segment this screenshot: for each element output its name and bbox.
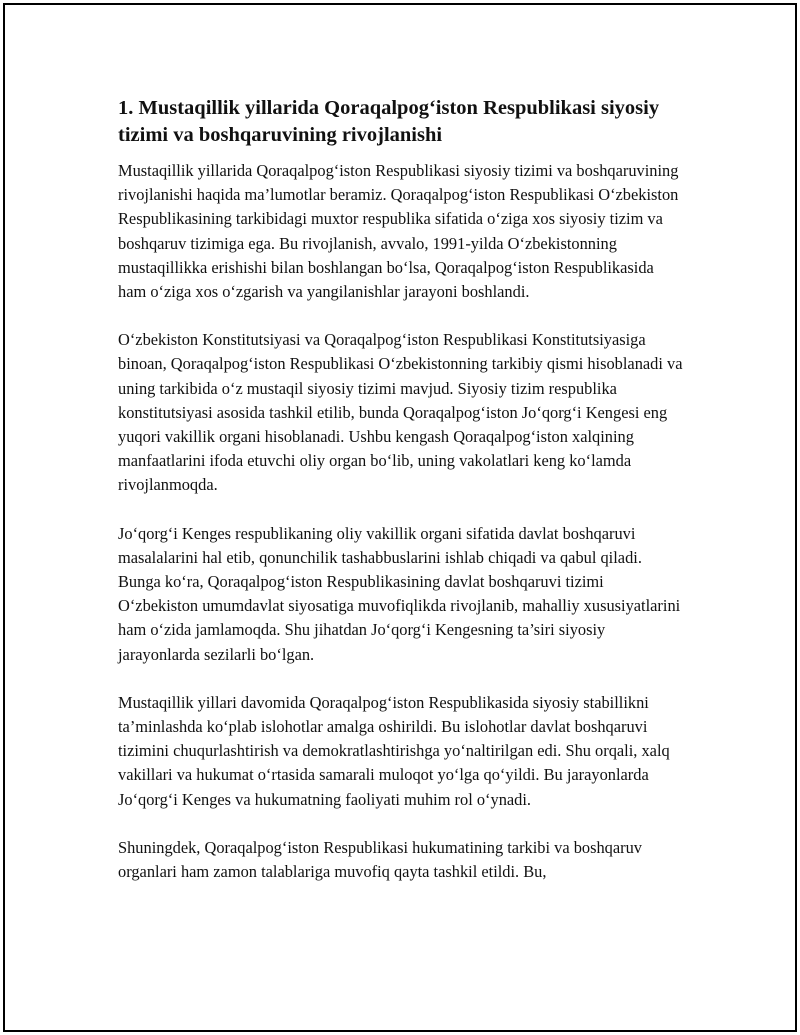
paragraph-3: Jo‘qorg‘i Kenges respublikaning oliy vakillik organi sifatida davlat boshqaruvi masalalarini hal etib, qonunchilik tashabbuslarini ishlab chiqadi va qabul qiladi. Bunga ko‘ra, Qoraqalpog‘iston Respublikasining davlat boshqaruvi tizimi O‘zbekiston umumdavlat siyosatiga muvofiqlikda rivojlanib, mahalliy xususiyatlarini ham o‘zida jamlamoqda. Shu jihatdan Jo‘qorg‘i Kengesning ta’siri siyosiy jarayonlarda sezilarli bo‘lgan. bbox=[118, 523, 681, 664]
document-body bbox=[118, 95, 684, 908]
paragraph-4: Mustaqillik yillari davomida Qoraqalpog‘iston Respublikasida siyosiy stabillikni ta’minlashda ko‘plab islohotlar amalga oshirildi. Bu islohotlar davlat boshqaruvi tizimini chuqurlashtirish va demokratlashtirishga yo‘naltirilgan edi. Shu orqali, xalq vakillari va hukumat o‘rtasida samarali muloqot yo‘lga qo‘yildi. Bu jarayonlarda Jo‘qorg‘i Kenges va hukumatning faoliyati muhim rol o‘ynadi. bbox=[118, 692, 670, 809]
paragraph-5: Shuningdek, Qoraqalpog‘iston Respublikasi hukumatining tarkibi va boshqaruv organlari ham zamon talablariga muvofiq qayta tashkil etildi. Bu, bbox=[118, 837, 642, 882]
paragraph-1: Mustaqillik yillarida Qoraqalpog‘iston Respublikasi siyosiy tizimi va boshqaruvining rivojlanishi haqida ma’lumotlar beramiz. Qoraqalpog‘iston Respublikasi O‘zbekiston Respublikasining tarkibidagi muxtor respublika sifatida o‘ziga xos siyosiy tizim va boshqaruv tizimiga ega. Bu rivojlanish, avvalo, 1991-yilda O‘zbekistonning mustaqillikka erishishi bilan boshlangan bo‘lsa, Qoraqalpog‘iston Respublikasida ham o‘ziga xos o‘zgarish va yangilanishlar jarayoni boshlandi. bbox=[118, 161, 679, 302]
paragraph-2: O‘zbekiston Konstitutsiyasi va Qoraqalpog‘iston Respublikasi Konstitutsiyasiga binoan, Qoraqalpog‘iston Respublikasi O‘zbekistonning tarkibiy qismi hisoblanadi va uning tarkibida o‘z mustaqil siyosiy tizimi mavjud. Siyosiy tizim respublika konstitutsiyasi asosida tashkil etilib, bunda Qoraqalpog‘iston Jo‘qorg‘i Kengesi eng yuqori vakillik organi hisoblanadi. Ushbu kengash Qoraqalpog‘iston xalqining manfaatlarini ifoda etuvchi oliy organ bo‘lib, uning vakolatlari keng ko‘lamda rivojlanmoqda. bbox=[118, 330, 683, 495]
section-heading: 1. Mustaqillik yillarida Qoraqalpog‘iston Respublikasi siyosiy tizimi va boshqaruvining rivojlanishi bbox=[118, 97, 660, 146]
